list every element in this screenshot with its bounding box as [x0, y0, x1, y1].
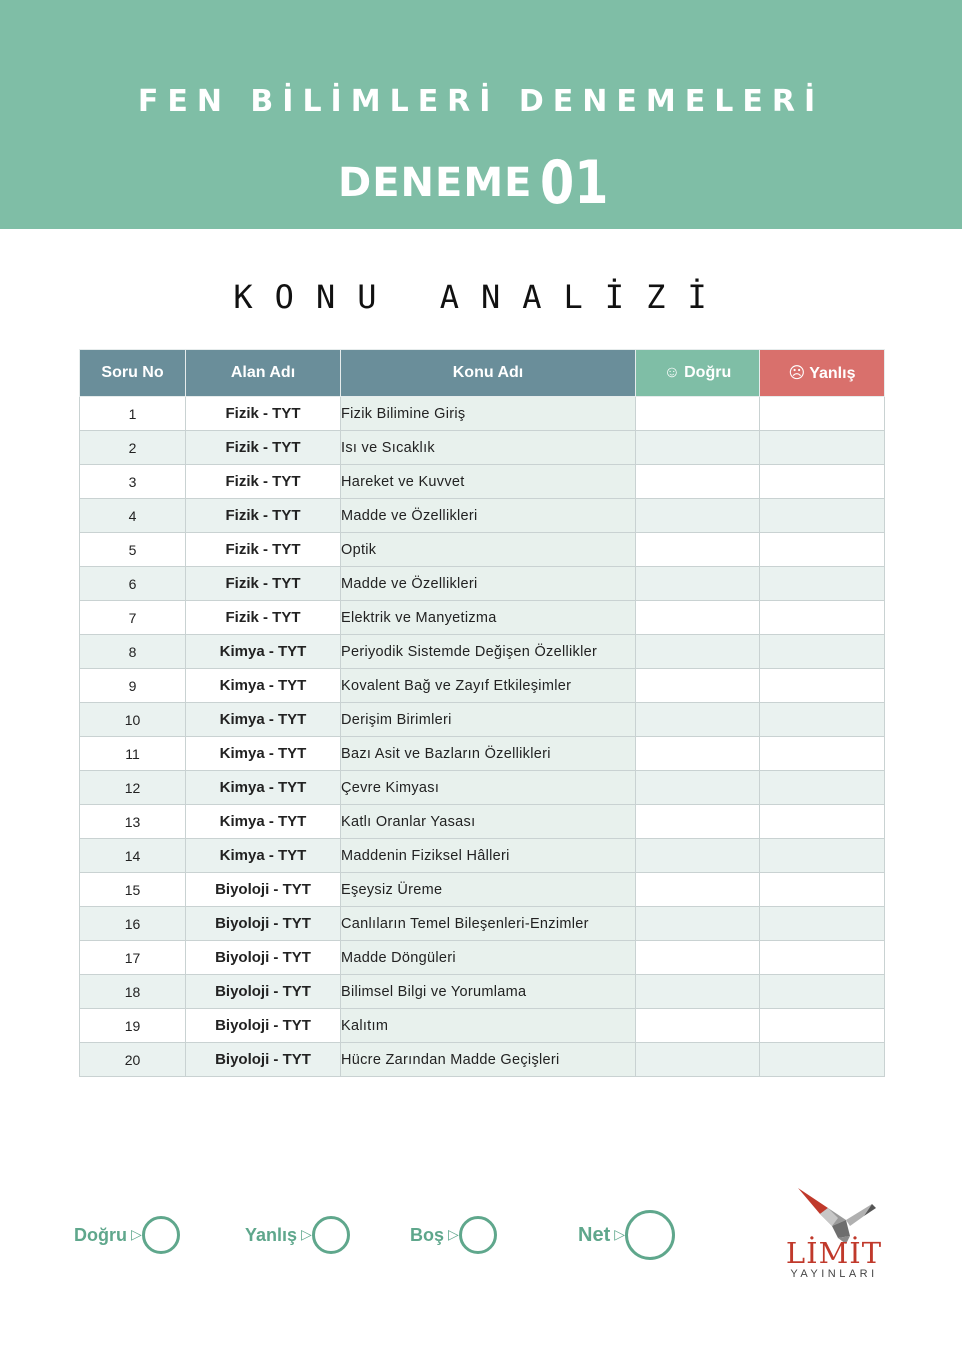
alan-cell: Kimya - TYT	[186, 635, 341, 669]
dogru-cell[interactable]	[636, 907, 760, 941]
konu-cell: Hücre Zarından Madde Geçişleri	[341, 1043, 636, 1077]
konu-cell: Derişim Birimleri	[341, 703, 636, 737]
konu-cell: Madde ve Özellikleri	[341, 499, 636, 533]
alan-cell: Fizik - TYT	[186, 465, 341, 499]
table-row	[80, 567, 885, 601]
table-row	[80, 431, 885, 465]
dogru-cell[interactable]	[636, 397, 760, 431]
alan-cell: Kimya - TYT	[186, 737, 341, 771]
yanlis-cell[interactable]	[760, 499, 885, 533]
table-row	[80, 1043, 885, 1077]
table-row	[80, 499, 885, 533]
konu-cell: Çevre Kimyası	[341, 771, 636, 805]
table-row	[80, 737, 885, 771]
logo-name: LİMİT	[785, 1236, 883, 1270]
alan-cell: Kimya - TYT	[186, 805, 341, 839]
table-header-row	[80, 350, 885, 397]
soru-no-cell: 9	[80, 669, 186, 703]
soru-no-cell: 2	[80, 431, 186, 465]
soru-no-cell: 11	[80, 737, 186, 771]
alan-cell: Kimya - TYT	[186, 703, 341, 737]
arrow-right-icon: ▷	[301, 1227, 312, 1243]
soru-no-cell: 3	[80, 465, 186, 499]
alan-cell: Biyoloji - TYT	[186, 907, 341, 941]
table-row	[80, 771, 885, 805]
konu-cell: Madde Döngüleri	[341, 941, 636, 975]
arrow-right-icon: ▷	[131, 1227, 142, 1243]
score-dogru-label: Doğru	[74, 1224, 127, 1245]
konu-cell: Periyodik Sistemde Değişen Özellikler	[341, 635, 636, 669]
soru-no-cell: 4	[80, 499, 186, 533]
soru-no-cell: 7	[80, 601, 186, 635]
soru-no-cell: 20	[80, 1043, 186, 1077]
dogru-cell[interactable]	[636, 873, 760, 907]
yanlis-cell[interactable]	[760, 1043, 885, 1077]
yanlis-cell[interactable]	[760, 703, 885, 737]
table-row	[80, 873, 885, 907]
soru-no-cell: 8	[80, 635, 186, 669]
dogru-cell[interactable]	[636, 805, 760, 839]
konu-cell: Optik	[341, 533, 636, 567]
soru-no-cell: 16	[80, 907, 186, 941]
dogru-cell[interactable]	[636, 839, 760, 873]
alan-cell: Biyoloji - TYT	[186, 873, 341, 907]
score-yanlis-label: Yanlış	[245, 1224, 298, 1245]
alan-cell: Biyoloji - TYT	[186, 941, 341, 975]
yanlis-cell[interactable]	[760, 669, 885, 703]
yanlis-cell[interactable]	[760, 533, 885, 567]
yanlis-cell[interactable]	[760, 771, 885, 805]
score-dogru-input[interactable]	[142, 1216, 180, 1254]
dogru-cell[interactable]	[636, 941, 760, 975]
soru-no-cell: 18	[80, 975, 186, 1009]
yanlis-cell[interactable]	[760, 975, 885, 1009]
dogru-cell[interactable]	[636, 431, 760, 465]
alan-cell: Kimya - TYT	[186, 669, 341, 703]
table-row	[80, 669, 885, 703]
yanlis-cell[interactable]	[760, 397, 885, 431]
col-header-dogru	[636, 350, 760, 397]
soru-no-cell: 5	[80, 533, 186, 567]
table-row	[80, 635, 885, 669]
score-yanlis	[245, 1209, 350, 1261]
alan-cell: Biyoloji - TYT	[186, 1043, 341, 1077]
deneme-number: 01	[540, 148, 609, 218]
table-row	[80, 941, 885, 975]
yanlis-cell[interactable]	[760, 601, 885, 635]
score-dogru	[74, 1209, 180, 1261]
yanlis-cell[interactable]	[760, 431, 885, 465]
alan-cell: Biyoloji - TYT	[186, 975, 341, 1009]
alan-cell: Fizik - TYT	[186, 431, 341, 465]
soru-no-cell: 13	[80, 805, 186, 839]
deneme-title	[0, 148, 962, 218]
table-row	[80, 397, 885, 431]
konu-cell: Elektrik ve Manyetizma	[341, 601, 636, 635]
score-net-input[interactable]	[625, 1210, 675, 1260]
arrow-right-icon: ▷	[448, 1227, 459, 1243]
series-title: FEN BİLİMLERİ DENEMELERİ	[137, 84, 825, 119]
dogru-cell[interactable]	[636, 465, 760, 499]
col-header-yanlis	[760, 350, 885, 397]
yanlis-cell[interactable]	[760, 635, 885, 669]
konu-cell: Hareket ve Kuvvet	[341, 465, 636, 499]
alan-cell: Biyoloji - TYT	[186, 1009, 341, 1043]
konu-cell: Kalıtım	[341, 1009, 636, 1043]
section-title: KONU ANALİZİ	[233, 278, 729, 316]
soru-no-cell: 10	[80, 703, 186, 737]
alan-cell: Fizik - TYT	[186, 567, 341, 601]
alan-cell: Kimya - TYT	[186, 839, 341, 873]
logo-subtitle: YAYINLARI	[790, 1268, 878, 1280]
score-net-label: Net	[578, 1223, 611, 1246]
dogru-cell[interactable]	[636, 669, 760, 703]
table-row	[80, 465, 885, 499]
yanlis-cell[interactable]	[760, 805, 885, 839]
topic-analysis-table	[79, 349, 885, 1077]
score-bos	[410, 1209, 497, 1261]
dogru-cell[interactable]	[636, 601, 760, 635]
soru-no-cell: 6	[80, 567, 186, 601]
header-banner	[0, 0, 962, 229]
frown-icon: ☹	[788, 365, 806, 382]
dogru-cell[interactable]	[636, 635, 760, 669]
score-yanlis-input[interactable]	[312, 1216, 350, 1254]
yanlis-cell[interactable]	[760, 873, 885, 907]
dogru-cell[interactable]	[636, 499, 760, 533]
alan-cell: Fizik - TYT	[186, 533, 341, 567]
table-row	[80, 907, 885, 941]
konu-cell: Eşeysiz Üreme	[341, 873, 636, 907]
table-row	[80, 533, 885, 567]
yanlis-cell[interactable]	[760, 737, 885, 771]
score-bos-input[interactable]	[459, 1216, 497, 1254]
konu-cell: Maddenin Fiziksel Hâlleri	[341, 839, 636, 873]
konu-cell: Madde ve Özellikleri	[341, 567, 636, 601]
konu-cell: Katlı Oranlar Yasası	[341, 805, 636, 839]
dogru-cell[interactable]	[636, 975, 760, 1009]
table-row	[80, 601, 885, 635]
alan-cell: Fizik - TYT	[186, 397, 341, 431]
dogru-cell[interactable]	[636, 771, 760, 805]
konu-cell: Kovalent Bağ ve Zayıf Etkileşimler	[341, 669, 636, 703]
konu-cell: Bazı Asit ve Bazların Özellikleri	[341, 737, 636, 771]
dogru-cell[interactable]	[636, 703, 760, 737]
soru-no-cell: 14	[80, 839, 186, 873]
yanlis-cell[interactable]	[760, 465, 885, 499]
dogru-cell[interactable]	[636, 533, 760, 567]
table-row	[80, 805, 885, 839]
yanlis-cell[interactable]	[760, 839, 885, 873]
soru-no-cell: 19	[80, 1009, 186, 1043]
table-row	[80, 1009, 885, 1043]
yanlis-cell[interactable]	[760, 907, 885, 941]
col-header-konu: Konu Adı	[341, 350, 636, 397]
soru-no-cell: 15	[80, 873, 186, 907]
konu-cell: Canlıların Temel Bileşenleri-Enzimler	[341, 907, 636, 941]
yanlis-cell[interactable]	[760, 567, 885, 601]
col-header-yanlis-label: Yanlış	[809, 365, 856, 382]
dogru-cell[interactable]	[636, 567, 760, 601]
dogru-cell[interactable]	[636, 1009, 760, 1043]
alan-cell: Fizik - TYT	[186, 601, 341, 635]
alan-cell: Fizik - TYT	[186, 499, 341, 533]
col-header-alan: Alan Adı	[186, 350, 341, 397]
soru-no-cell: 1	[80, 397, 186, 431]
score-net	[578, 1209, 675, 1261]
konu-cell: Bilimsel Bilgi ve Yorumlama	[341, 975, 636, 1009]
table-row	[80, 975, 885, 1009]
smile-icon: ☺	[663, 364, 681, 381]
dogru-cell[interactable]	[636, 737, 760, 771]
table-row	[80, 839, 885, 873]
table-row	[80, 703, 885, 737]
col-header-dogru-label: Doğru	[684, 364, 732, 381]
alan-cell: Kimya - TYT	[186, 771, 341, 805]
soru-no-cell: 12	[80, 771, 186, 805]
deneme-word: DENEME	[338, 160, 533, 206]
soru-no-cell: 17	[80, 941, 186, 975]
arrow-right-icon: ▷	[614, 1227, 626, 1243]
dogru-cell[interactable]	[636, 1043, 760, 1077]
konu-cell: Isı ve Sıcaklık	[341, 431, 636, 465]
col-header-soru-no: Soru No	[80, 350, 186, 397]
yanlis-cell[interactable]	[760, 1009, 885, 1043]
konu-cell: Fizik Bilimine Giriş	[341, 397, 636, 431]
yanlis-cell[interactable]	[760, 941, 885, 975]
score-bos-label: Boş	[410, 1224, 445, 1245]
